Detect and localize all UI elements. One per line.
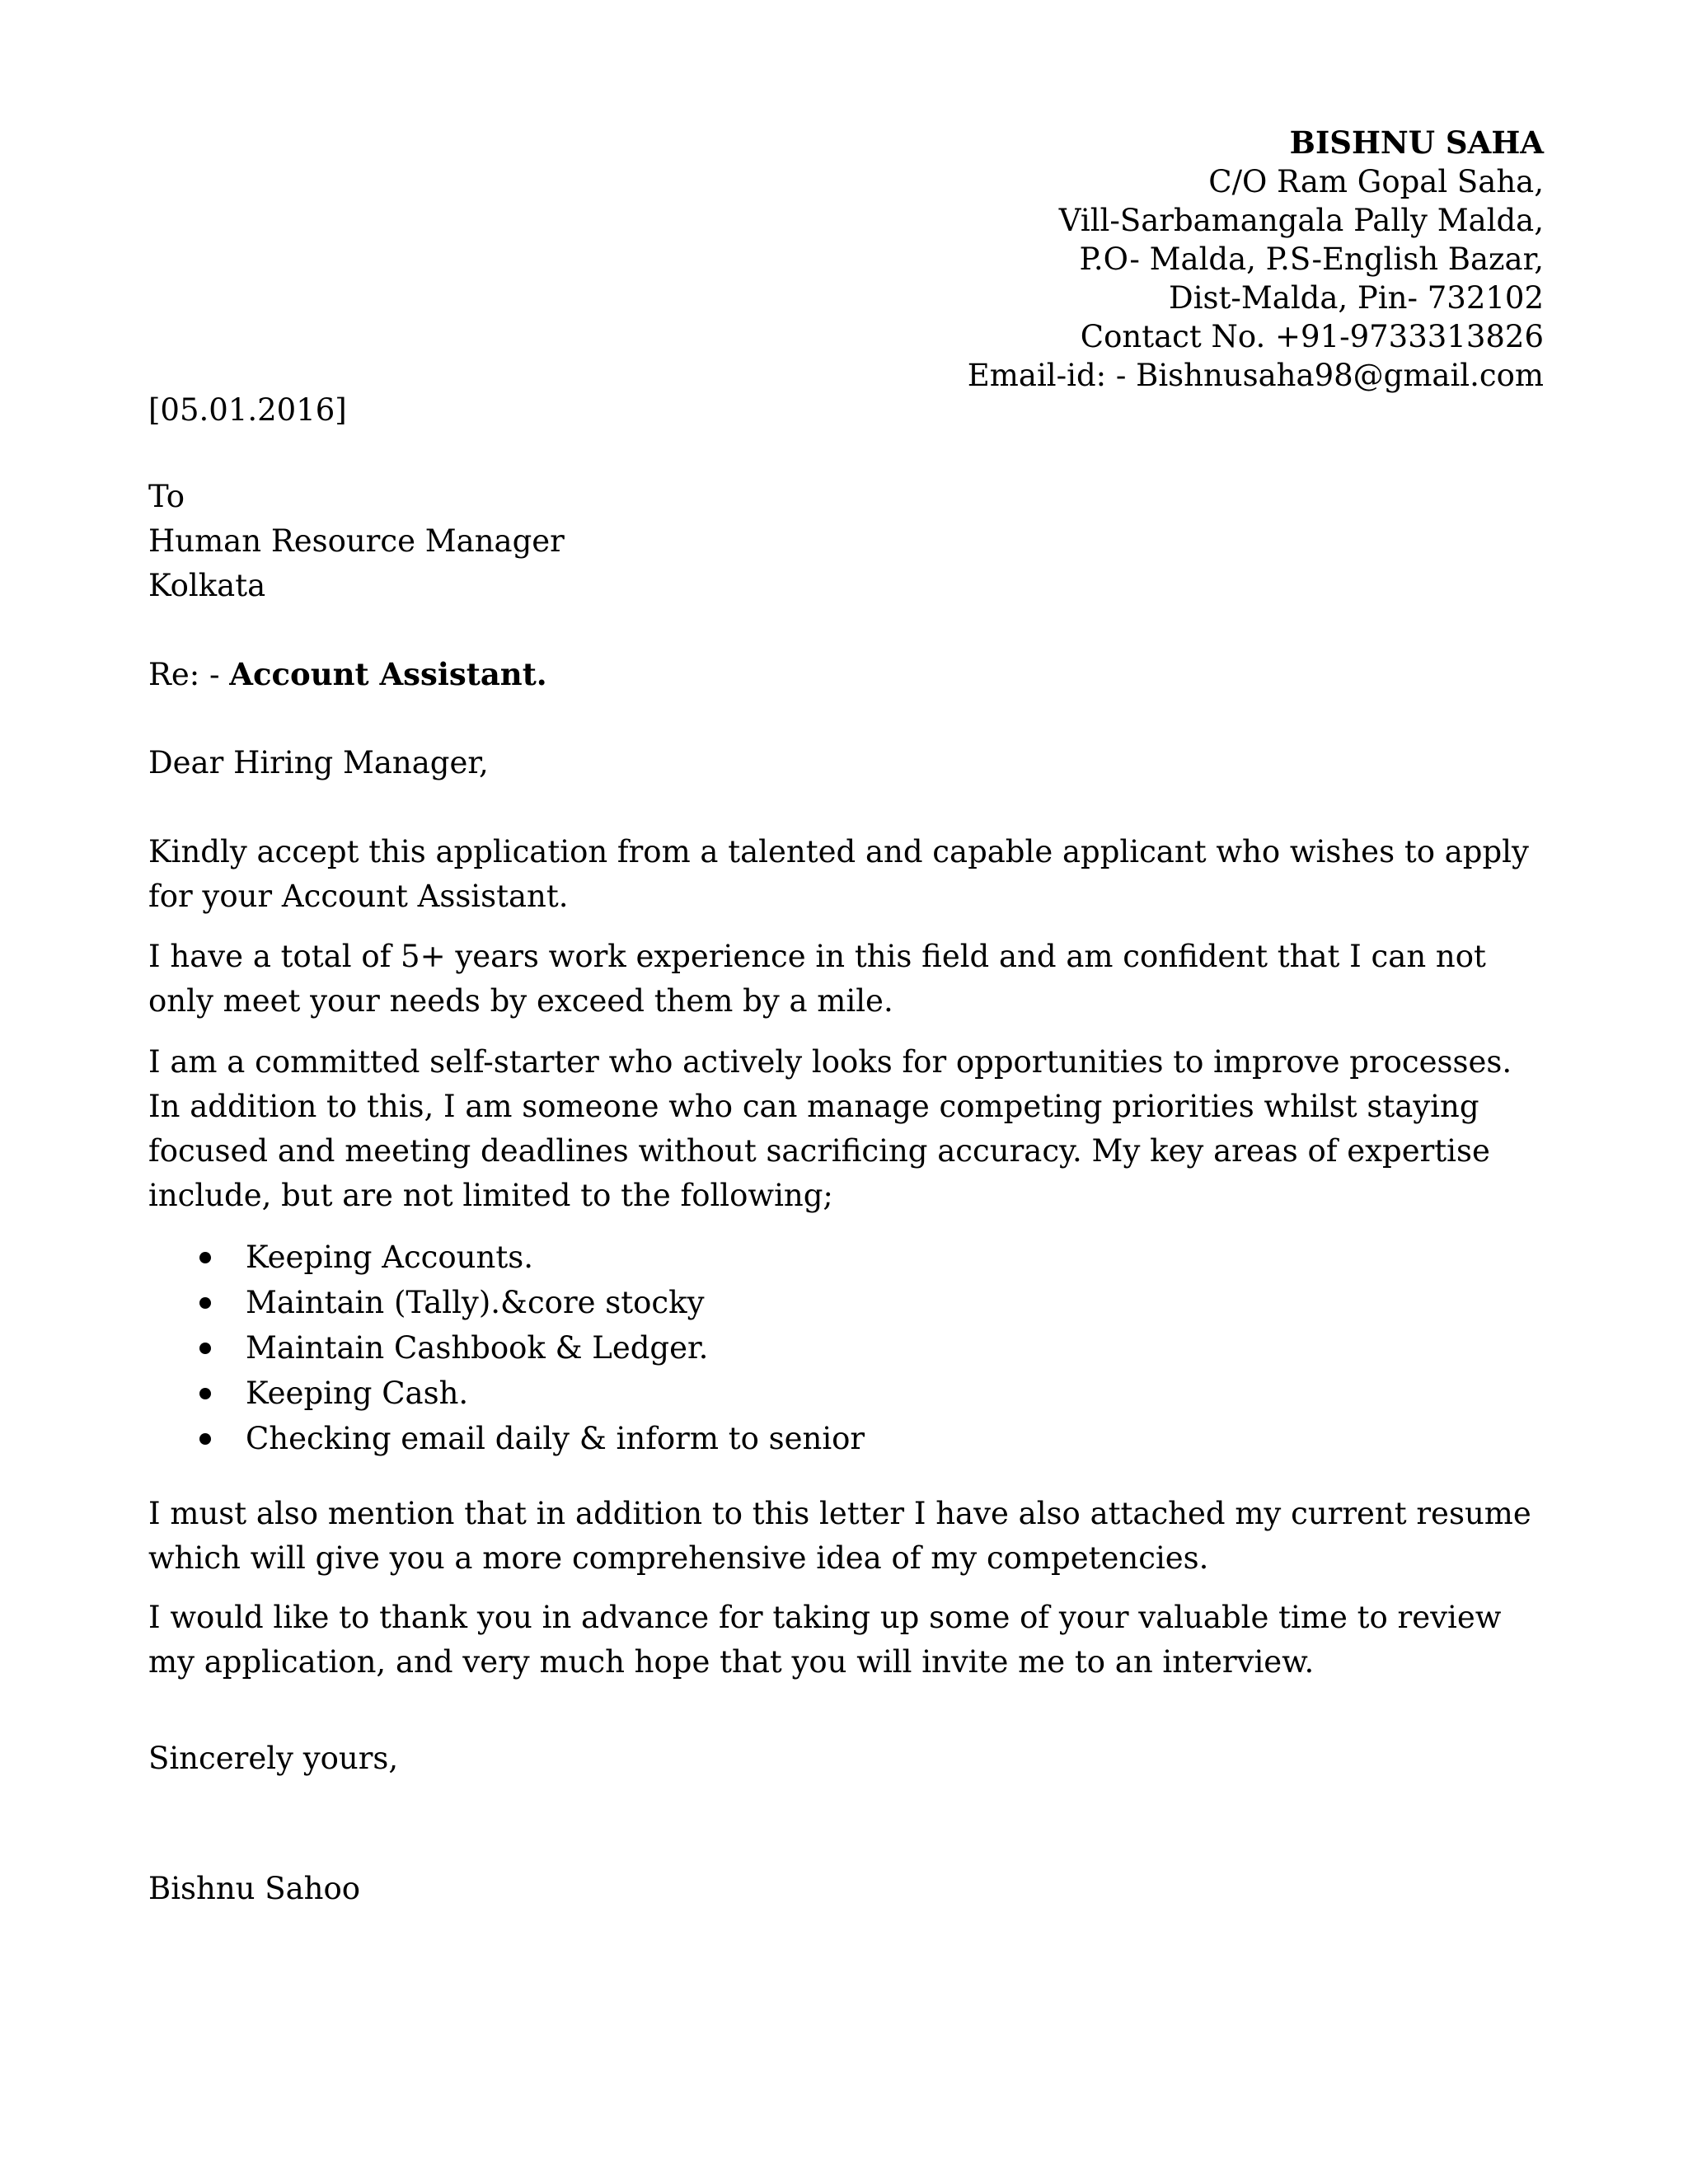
bullet-dot-icon — [199, 1433, 211, 1445]
expertise-list — [148, 1235, 865, 1461]
list-item-text: Maintain (Tally).&core stocky — [246, 1285, 705, 1320]
bullet-dot-icon — [199, 1297, 211, 1309]
subject-prefix: Re: - — [148, 657, 230, 692]
sender-contact: Contact No. +91-9733313826 — [1080, 319, 1544, 354]
sender-care-of: C/O Ram Gopal Saha, — [1208, 164, 1544, 199]
recipient-block — [148, 475, 565, 608]
letter-date: [05.01.2016] — [148, 392, 347, 428]
sender-block — [968, 124, 1544, 395]
body-paragraph-4: I must also mention that in addition to this letter I have also attached my current resume which will give you a more comprehensive idea of my competencies. — [148, 1496, 1531, 1576]
recipient-title: Human Resource Manager — [148, 523, 565, 559]
sender-post-office: P.O- Malda, P.S-English Bazar, — [1079, 241, 1544, 277]
sender-district-pin: Dist-Malda, Pin- 732102 — [1169, 280, 1544, 316]
list-item — [148, 1325, 865, 1371]
bullet-dot-icon — [199, 1388, 211, 1399]
list-item-text: Maintain Cashbook & Ledger. — [246, 1330, 709, 1366]
sender-name: BISHNU SAHA — [1289, 124, 1544, 161]
list-item-text: Keeping Accounts. — [246, 1240, 533, 1275]
list-item-text: Keeping Cash. — [246, 1376, 469, 1411]
salutation: Dear Hiring Manager, — [148, 745, 489, 780]
closing-phrase: Sincerely yours, — [148, 1741, 399, 1776]
list-item — [148, 1280, 865, 1325]
list-item — [148, 1371, 865, 1416]
recipient-to: To — [148, 479, 185, 514]
body-paragraph-1: Kindly accept this application from a talented and capable applicant who wishes to apply for your Account Assistant. — [148, 834, 1529, 914]
subject-text: Account Assistant. — [229, 656, 547, 692]
subject-line — [148, 655, 547, 694]
body-paragraph-2: I have a total of 5+ years work experience in this field and am confident that I can not only meet your needs by exceed them by a mile. — [148, 939, 1486, 1019]
body-paragraph-5: I would like to thank you in advance for taking up some of your valuable time to review my application, and very much hope that you will invite me to an interview. — [148, 1600, 1502, 1680]
list-item — [148, 1235, 865, 1280]
body-paragraph-3: I am a committed self-starter who actively looks for opportunities to improve processes. In addition to this, I am someone who can manage competing priorities whilst staying focused and meeting deadlines without sacrificing accuracy. My key areas of expertise include, but are not limited to the following; — [148, 1044, 1512, 1213]
bullet-dot-icon — [199, 1343, 211, 1354]
bullet-dot-icon — [199, 1252, 211, 1263]
sender-email: Email-id: - Bishnusaha98@gmail.com — [967, 358, 1544, 393]
signature-name: Bishnu Sahoo — [148, 1871, 361, 1906]
list-item-text: Checking email daily & inform to senior — [246, 1421, 865, 1456]
sender-village: Vill-Sarbamangala Pally Malda, — [1058, 203, 1544, 238]
list-item — [148, 1416, 865, 1461]
recipient-city: Kolkata — [148, 568, 266, 603]
